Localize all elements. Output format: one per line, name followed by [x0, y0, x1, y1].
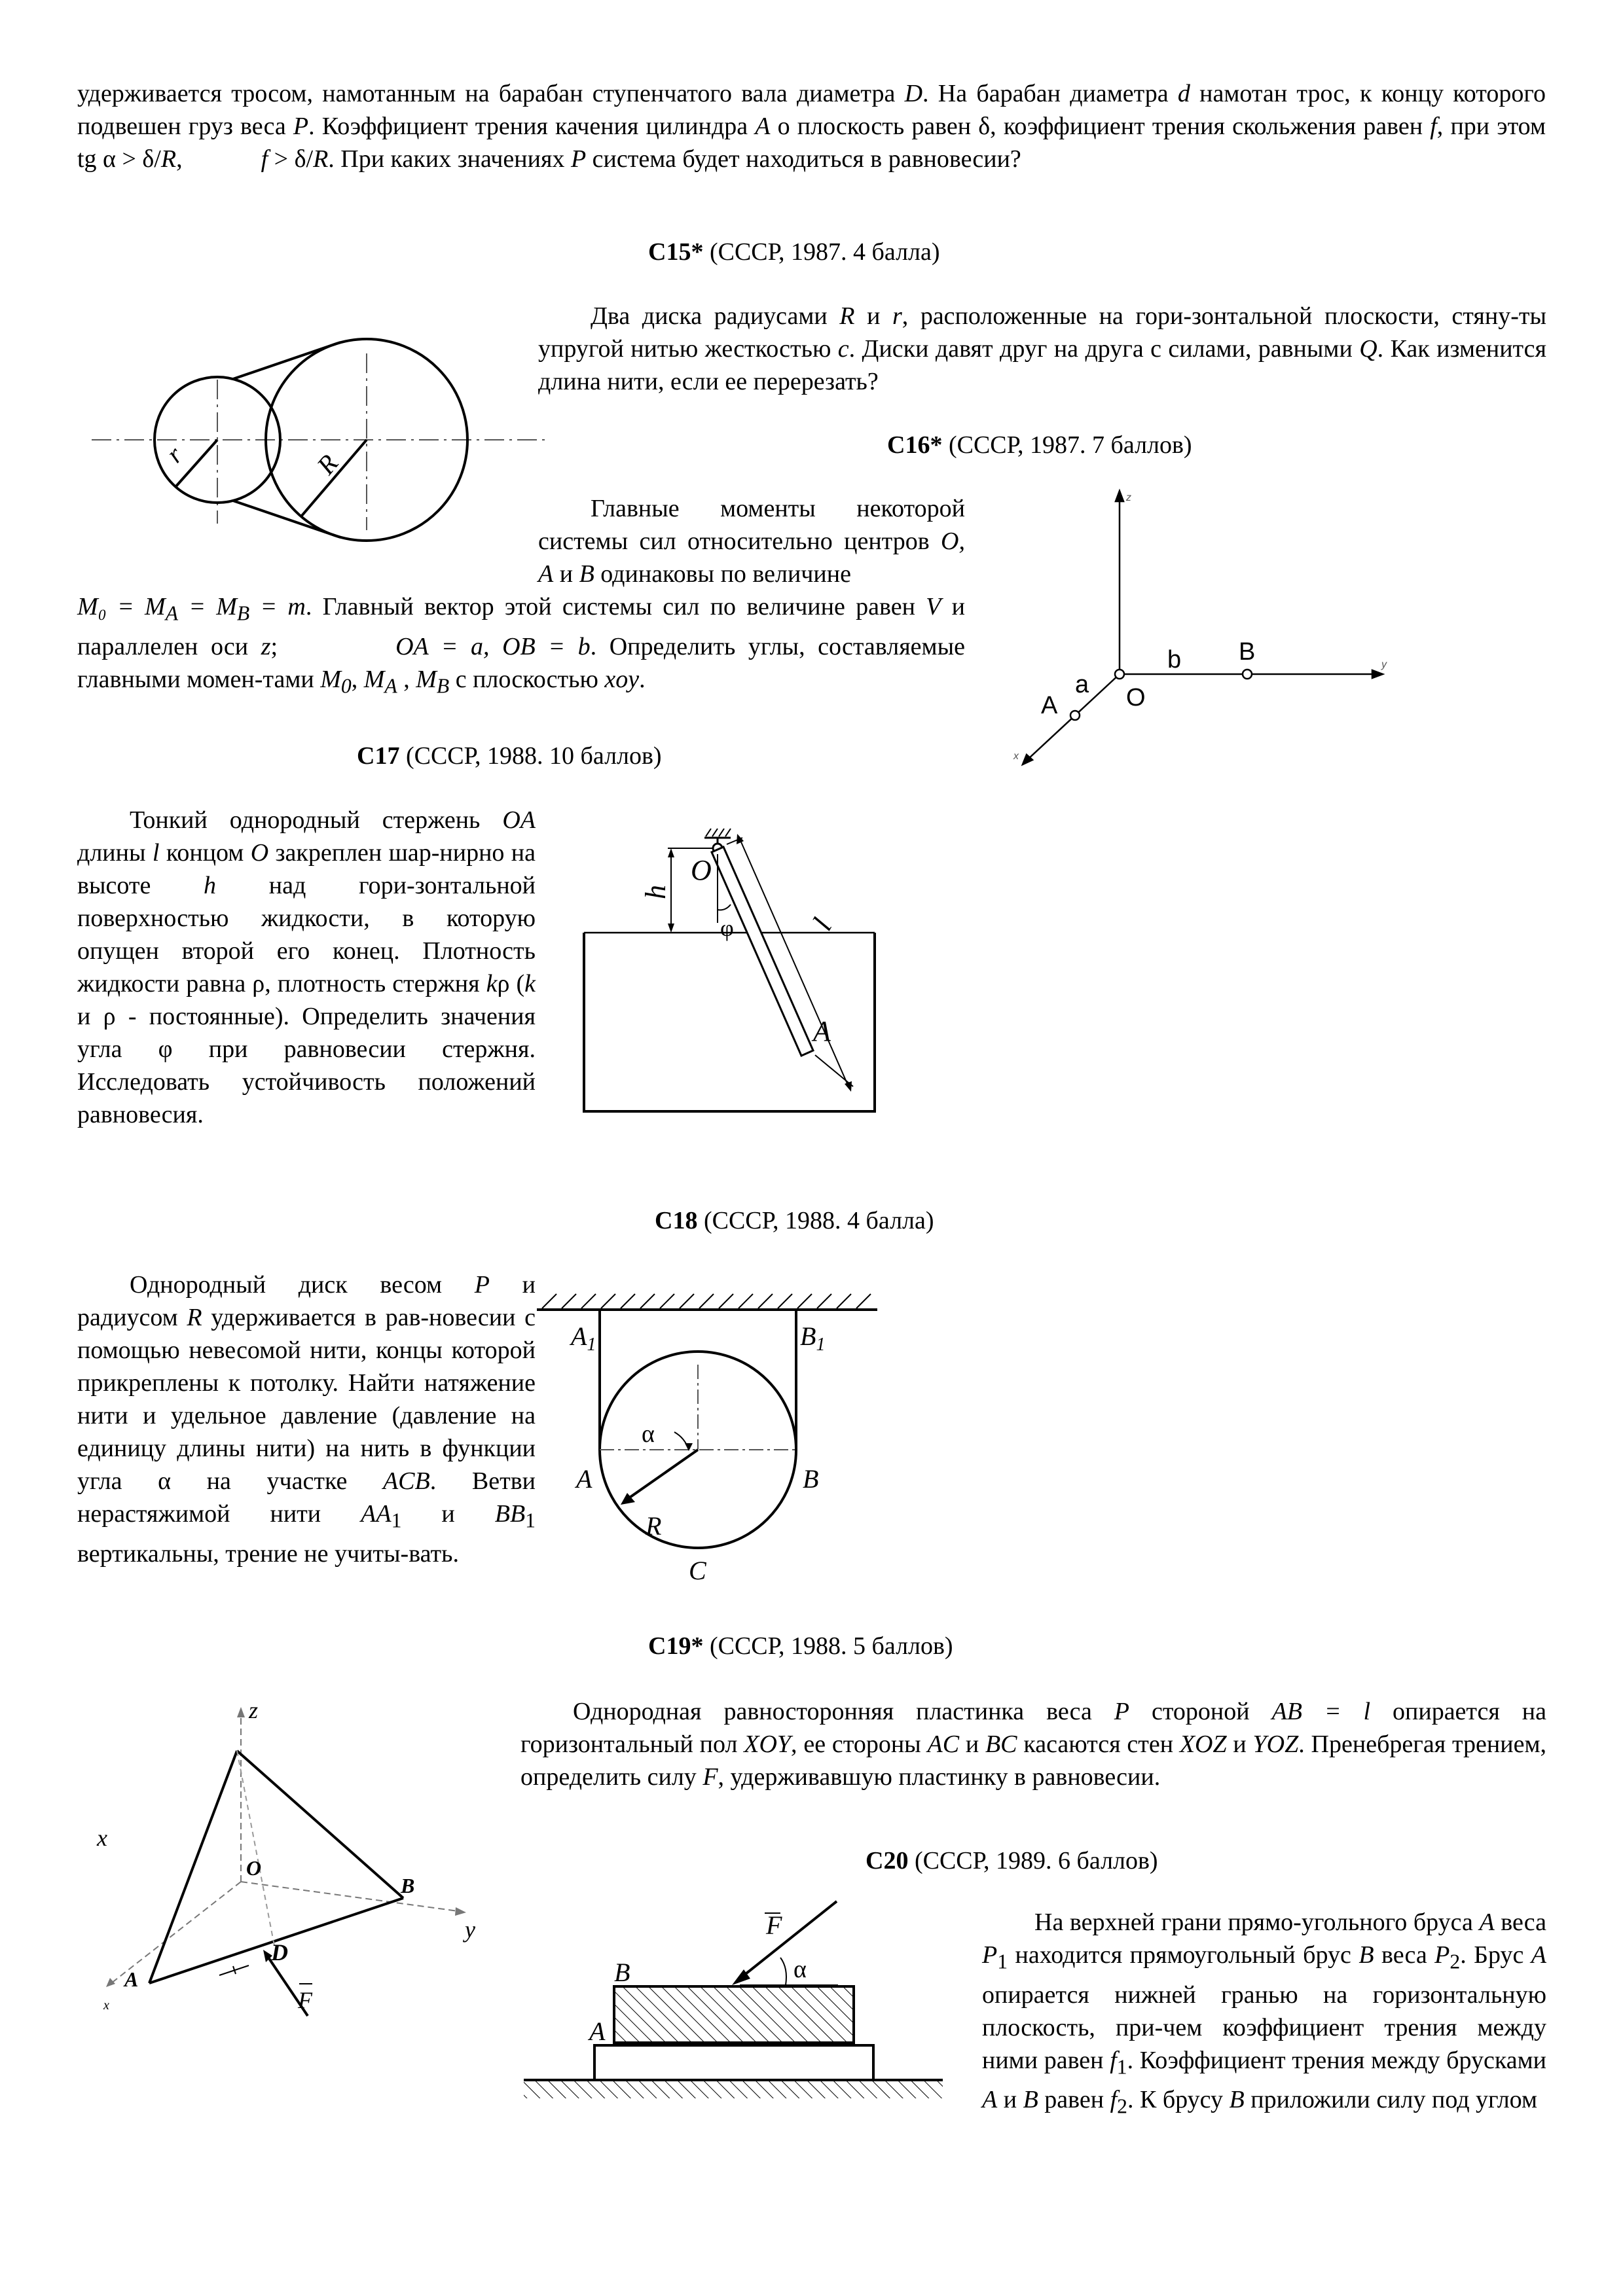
c19-label-A: A: [124, 1967, 139, 1991]
c16-label-O: O: [1126, 684, 1146, 711]
c19-label-B: B: [401, 1874, 415, 1897]
c18-label-A1: $A_1$: [571, 1321, 596, 1355]
c18-label-B: B: [803, 1464, 819, 1494]
c18-text: Однородный диск весом P и радиусом R удерживается в рав-новесии с помощью невесомой нити, концы которой прикреплены к потолку. Найти натяжение нити и удельное давление (давление на единицу длины нити) на нить в функции угла α на участке ACB. Ветви нерастяжимой нити $AA_1$ и $BB_1$ вертикальны, трение не учиты-вать.: [77, 1271, 536, 1568]
c19-label-x: x: [97, 1825, 107, 1851]
c17-label-A: A: [813, 1015, 831, 1047]
c19-label-x2: x: [103, 1998, 109, 2013]
intro-paragraph: удерживается тросом, намотанным на барабан ступенчатого вала диаметра D. На барабан диаметра d намотан трос, к концу которого подвешен груз веса P. Коэффициент трения качения цилиндра A о плоскость равен δ, коэффициент трения скольжения равен f, при этом tg α > δ/R, f > δ/R. При каких значениях P система будет находиться в равновесии?: [77, 80, 1546, 173]
c20-label-B: B: [614, 1958, 630, 1987]
c16-label-A: A: [1041, 692, 1058, 719]
c19-heading: C19* (СССР, 1988. 5 баллов): [648, 1632, 953, 1660]
c19-label-F: F: [298, 1987, 312, 2013]
c18-heading: C18 (СССР, 1988. 4 балла): [655, 1207, 934, 1234]
c16-text-cont: $M_0 = M_A = M_B = m$. Главный вектор этой системы сил по величине равен V и параллелен оси z; OA = a, OB = b. Определить углы, составляемые главными момен-тами $M_0$, $M_A$ , $M_B$ с плоскостью xoy.: [77, 593, 965, 698]
c16-label-B: B: [1239, 638, 1256, 666]
c15-label-r: r: [160, 440, 189, 469]
c17-label-h: h: [640, 885, 672, 899]
c16-heading: C16* (СССР, 1987. 7 баллов): [887, 431, 1192, 459]
c18-label-B1: $B_1$: [800, 1321, 826, 1355]
c17-label-phi: φ: [720, 915, 734, 941]
c17-text: Тонкий однородный стержень OA длины l концом O закреплен шар-нирно на высоте h над гори-зонтальной поверхностью жидкости, в которую опущен второй его конец. Плотность жидкости равна ρ, плотность стержня kρ (k и ρ - постоянные). Определить значения угла φ при равновесии стержня. Исследовать устойчивость положений равновесия.: [77, 806, 536, 1128]
c16-axis-y: y: [1381, 659, 1387, 670]
c20-text: На верхней грани прямо-угольного бруса A веса $P_1$ находится прямоугольный брус B веса $P_2$. Брус A опирается нижней гранью на горизонтальную плоскость, при-чем коэффициент трения между ними равен $f_1$. Коэффициент трения между брусками A и B равен $f_2$. К брусу B приложили силу под углом: [982, 1909, 1547, 2118]
c16-axis-z: z: [1126, 492, 1131, 503]
c17-label-O: O: [691, 854, 712, 886]
c20-label-F: F: [766, 1910, 782, 1940]
c19-text: Однородная равносторонняя пластинка веса P стороной AB = l опирается на горизонтальный пол XOY, ее стороны AC и BC касаются стен XOZ и YOZ. Пренебрегая трением, определить силу F, удерживавшую пластинку в равновесии.: [520, 1698, 1547, 1791]
c19-label-z: z: [249, 1697, 259, 1723]
c17-figure: [583, 818, 897, 1119]
c15-text: Два диска радиусами R и r, расположенные на гори-зонтальной плоскости, стяну-ты упругой нитью жесткостью c. Диски давят друг на друга с силами, равными Q. Как изменится длина нити, если ее перерезать?: [538, 302, 1546, 395]
c20-figure: [524, 1888, 1008, 2104]
c17-label-l: l: [806, 912, 839, 936]
c18-label-R: R: [646, 1511, 662, 1541]
c18-figure: [537, 1286, 903, 1594]
c17-heading: C17 (СССР, 1988. 10 баллов): [357, 742, 662, 770]
c19-label-D: D: [271, 1939, 288, 1965]
c16-label-b: b: [1167, 646, 1182, 673]
c16-axis-x: x: [1013, 751, 1019, 762]
c20-heading: C20 (СССР, 1989. 6 баллов): [866, 1847, 1158, 1874]
c15-label-R: R: [310, 448, 344, 480]
c20-label-A: A: [589, 2017, 606, 2046]
c19-figure: [92, 1695, 537, 2022]
c19-label-y: y: [465, 1916, 475, 1943]
c20-label-alpha: α: [793, 1956, 807, 1983]
c18-label-alpha: α: [642, 1420, 655, 1448]
c18-label-C: C: [689, 1556, 706, 1585]
c19-label-O: O: [246, 1856, 262, 1880]
c16-text: Главные моменты некоторой системы сил относительно центров O, A и B одинаковы по величине: [538, 495, 965, 588]
c16-figure: [1008, 484, 1401, 779]
c18-label-A: A: [576, 1464, 593, 1494]
c16-label-a: a: [1075, 671, 1089, 698]
c15-heading: C15* (СССР, 1987. 4 балла): [648, 238, 940, 266]
c15-figure: [92, 347, 550, 530]
